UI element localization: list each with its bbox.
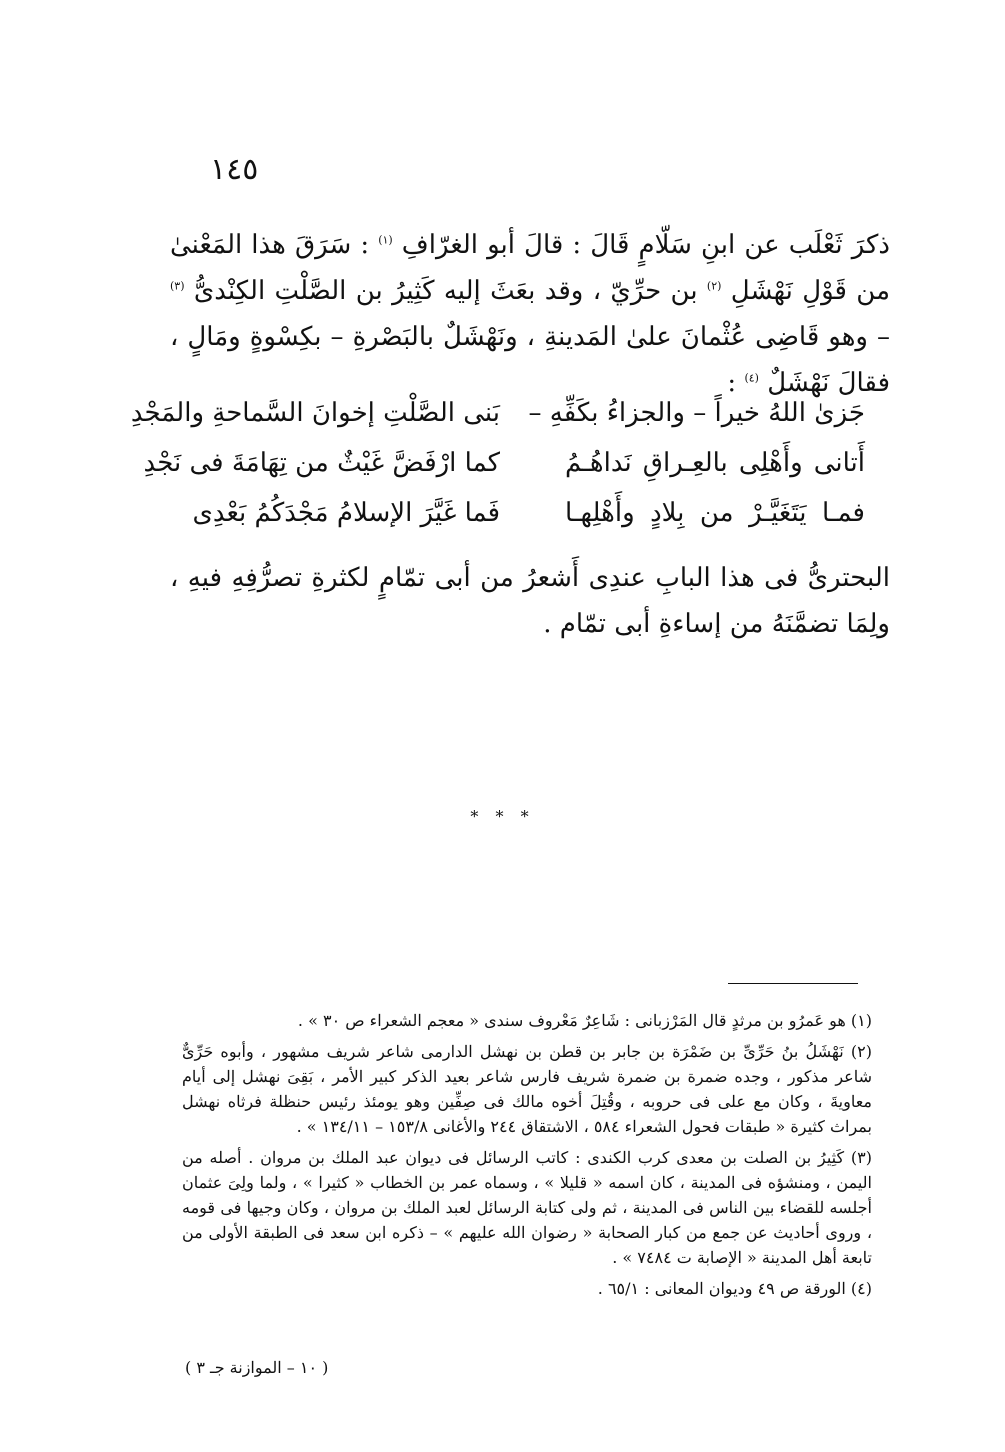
signature-mark: ( ١٠ – الموازنة جـ ٣ ) <box>185 1358 329 1377</box>
verse-second-hemistich: بَنى الصَّلْتِ إخوانَ السَّماحةِ والمَجْدِ <box>130 398 500 428</box>
intro-paragraph <box>170 222 890 406</box>
intro-line-1b: : سَرَقَ هذا المَعْنىٰ من قَوْلِ <box>170 230 891 306</box>
footnote-ref-1: (١) <box>378 233 393 247</box>
footnote-ref-4: (٤) <box>744 371 759 385</box>
poem-verse <box>143 438 865 488</box>
intro-text <box>170 222 890 406</box>
footnotes <box>182 1008 872 1307</box>
intro-line-1a: ذكرَ ثَعْلَب عن ابنِ سَلّامٍ قَالَ : قالَ أبو الغرّافِ <box>401 230 890 260</box>
footnote-3: (٣) كَثِيرُ بن الصلت بن معدى كرب الكندى : كاتب الرسائل فى ديوان عبد الملك بن مروان . أصله من اليمن ، ومنشؤه فى المدينة ، كان اسمه « قليلا » ، وسماه عمر بن الخطاب « كثيرا » ، ولما ولِىَ عثمان أجلسه للقضاء بين الناس فى المدينة ، ثم ولى كتابة الرسائل لعبد الملك بن مروان ، وكان وجيها فى قومه ، وروى أحاديث عن جمع من كبار الصحابة « رضوان الله عليهم » – ذكره ابن سعد فى الطبقة الأولى من تابعة أهل المدينة « الإصابة ت ٧٤٨٤ » . <box>182 1148 872 1267</box>
verse-first-hemistich: أَتانى وأَهْلِى بالعِـراقِ نَداهُـمُ <box>565 448 865 478</box>
closing-paragraph <box>170 555 890 647</box>
footnote-2: (٢) نَهْشَلُ بنُ حَرِّىِّ بن ضَمْرَة بن جابر بن قطن بن نهشل الدارمى شاعر شريف مشهور ، وأبوه حَرِّىٌّ شاعر مذكور ، وجده ضمرة بن ضمرة شريف فارس شاعر بعيد الذكر كبير الأمر ، بَقِىَ نهشل إلى أيام معاويةَ ، وكان مع على فى حروبه ، وقُتِلَ أخوه مالك فى صِفِّين وهو يومئذ رئيس حنظلة فرثاه نهشل بمراث كثيرة « طبقات فحول الشعراء ٥٨٤ ، الاشتقاق ٢٤٤ والأغانى ١٥٣/٨ – ١٣٤/١١ » . <box>182 1042 872 1136</box>
footnote-divider <box>728 983 858 984</box>
footnote-ref-2: (٢) <box>706 279 722 293</box>
poem <box>130 388 865 538</box>
verse-second-hemistich: فَما غَيَّرَ الإسلامُ مَجْدَكُمُ بَعْدِى <box>192 498 500 528</box>
intro-line-2b: بن حرِّيّ ، وقد بعَثَ إليه كَثِيرُ بن الصَّلْتِ الكِنْدىُّ <box>193 276 698 306</box>
section-separator: * * * <box>470 807 535 826</box>
intro-line-2a: نَهْشَلِ <box>730 276 793 306</box>
footnote-1: (١) هو عَمرُو بن مرثدٍ قال المَرْزبانى : شَاعِرٌ مَعْروف سندى « معجم الشعراء ص ٣٠ » . <box>297 1011 872 1030</box>
page-number: ١٤٥ <box>210 152 259 187</box>
poem-verse <box>130 388 865 438</box>
intro-line-3a: المَدينةِ ، ونَهْشَلٌ بالبَصْرةِ – بكِسْوةٍ ومَالٍ ، فقالَ نَهْشَلٌ <box>170 322 890 398</box>
verse-first-hemistich: فمـا يَتَغَيَّـرْ من بِلادٍ وأَهْلِهـا <box>565 498 865 528</box>
intro-line-3b: : <box>727 368 737 398</box>
verse-first-hemistich: جَزىٰ اللهُ خيراً – والجزاءُ بكَفِّهِ – <box>528 398 865 428</box>
poem-verse <box>192 488 865 538</box>
footnote-4: (٤) الورقة ص ٤٩ وديوان المعانى : ٦٥/١ . <box>597 1279 872 1298</box>
footnote-ref-3: (٣) <box>170 279 185 293</box>
closing-text: البحترىُّ فى هذا البابِ عندِى أَشعرُ من أبى تمّامٍ لكثرةِ تصرُّفِهِ فيهِ ، ولِمَا تضمَّنَهُ من إساءةِ أبى تمّام . <box>170 563 890 639</box>
intro-line-2c: – وهو قَاضِى عُثْمانَ علىٰ <box>625 322 890 352</box>
verse-second-hemistich: كما ارْفَضَّ غَيْثٌ من تِهَامَةَ فى نَجْدِ <box>143 448 500 478</box>
